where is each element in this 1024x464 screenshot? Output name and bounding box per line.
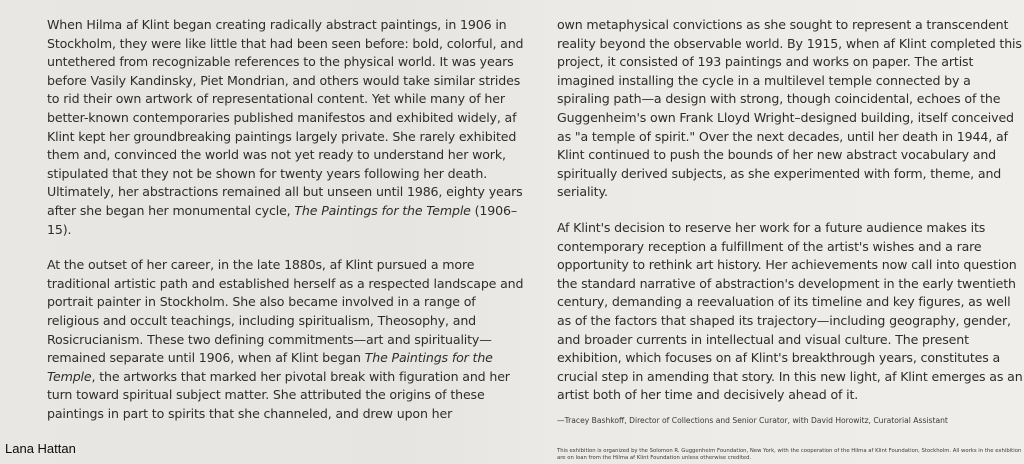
exhibition-fine-print: This exhibition is organized by the Solomon R. Guggenheim Foundation, New York, with the cooperation of the Hilma af Klint Foundation, Stockholm. All works in the exhibition are on loan from the Hilma af Klint Foundation unless otherwise credited. — [557, 447, 1022, 461]
paragraph-intro: When Hilma af Klint began creating radically abstract paintings, in 1906 in Stockholm, they were like little that had been seen before: bold, colorful, and untethered from recognizable references to the physical world. It was years before Vasily Kandinsky, Piet Mondrian, and others would take similar strides to rid their own artwork of representational content. Yet while many of her better-known contemporaries published manifestos and exhibited widely, af Klint kept her groundbreaking paintings largely private. She rarely exhibited them and, convinced the world was not yet ready to understand her work, stipulated that they not be shown for twenty years following her death. Ultimately, her abstractions remained all but unseen until 1986, eighty years after she began her monumental cycle, The Paintings for the Temple (1906–15). — [47, 17, 524, 237]
paragraph-early-career: At the outset of her career, in the late 1880s, af Klint pursued a more traditional artistic path and established herself as a respected landscape and portrait painter in Stockholm. She also became involved in a range of religious and occult teachings, including spiritualism, Theosophy, and Rosicrucianism. These two defining commitments—art and spirituality—remained separate until 1906, when af Klint began The Paintings for the Temple, the artworks that marked her pivotal break with figuration and her turn toward spiritual subject matter. She attributed the origins of these paintings in part to spirits that she channeled, and drew upon her — [47, 257, 524, 421]
right-text-column — [557, 16, 1023, 462]
left-text-column — [47, 16, 529, 440]
artwork-title: The Paintings for the Temple — [47, 350, 493, 384]
paragraph-metaphysical: own metaphysical convictions as she sought to represent a transcendent reality beyond the observable world. By 1915, when af Klint completed this project, it consisted of 193 paintings and works on paper. The artist imagined installing the cycle in a multilevel temple connected by a spiraling path—a design with strong, though coincidental, echoes of the Guggenheim's own Frank Lloyd Wright–designed building, itself conceived as "a temple of spirit." Over the next decades, until her death in 1944, af Klint continued to push the bounds of her new abstract vocabulary and spiritually derived subjects, as she experimented with form, theme, and seriality. — [557, 17, 1022, 200]
photographer-watermark: Lana Hattan — [5, 441, 76, 456]
artwork-title: The Paintings for the Temple — [294, 202, 471, 218]
author-credit: —Tracey Bashkoff, Director of Collections and Senior Curator, with David Horowitz, Curatorial Assistant — [557, 415, 948, 425]
paragraph-reception: Af Klint's decision to reserve her work for a future audience makes its contemporary reception a fulfillment of the artist's wishes and a rare opportunity to rethink art history. Her achievements now call into question the standard narrative of abstraction's development in the early twentieth century, demanding a reevaluation of its timeline and key figures, as well as of the factors that shaped its trajectory—including geography, gender, and broader currents in intellectual and visual culture. The present exhibition, which focuses on af Klint's breakthrough years, constitutes a crucial step in amending that story. In this new light, af Klint emerges as an artist both of her time and decisively ahead of it. — [557, 219, 1023, 403]
